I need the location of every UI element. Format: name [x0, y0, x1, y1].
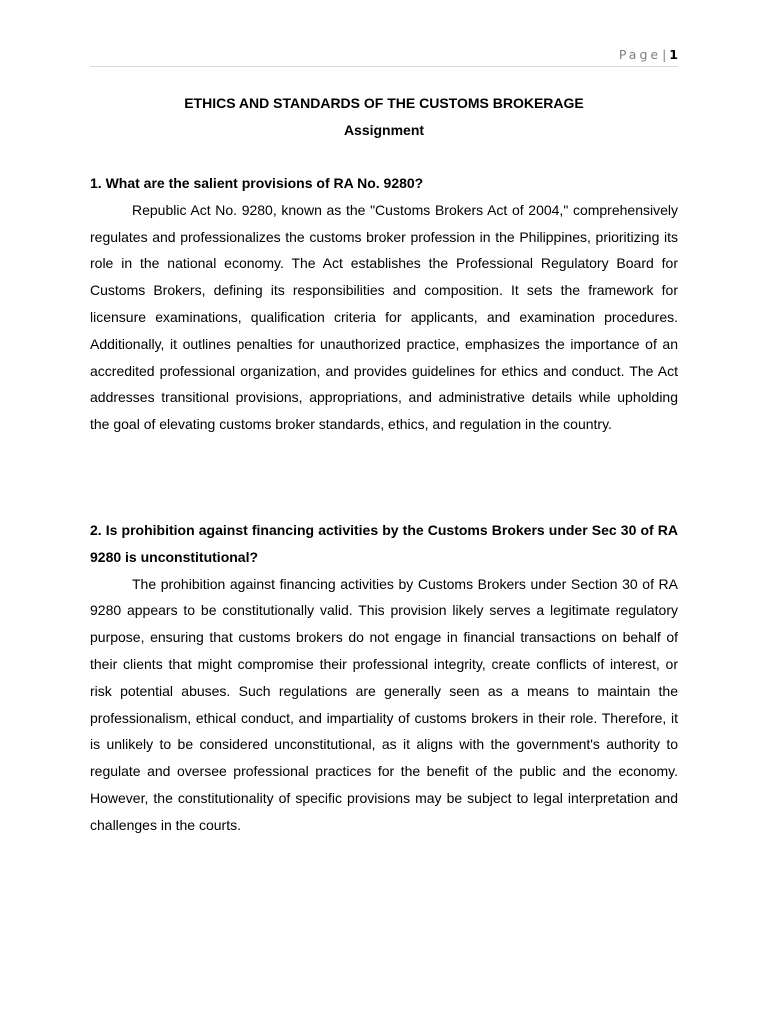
question-section-2 [90, 517, 678, 839]
document-title: ETHICS AND STANDARDS OF THE CUSTOMS BROKERAGE [184, 95, 584, 111]
answer-paragraph: The prohibition against financing activities by Customs Brokers under Section 30 of RA 9280 appears to be constitutionally valid. This provision likely serves a legitimate regulatory purpose, ensuring that customs brokers do not engage in financial transactions on behalf of their clients that might compromise their professional integrity, create conflicts of interest, or risk potential abuses. Such regulations are generally seen as a means to maintain the professionalism, ethical conduct, and impartiality of customs brokers in their role. Therefore, it is unlikely to be considered unconstitutional, as it aligns with the government's authority to regulate and oversee professional practices for the benefit of the public and the economy. However, the constitutionality of specific provisions may be subject to legal interpretation and challenges in the courts. [90, 575, 678, 833]
answer-paragraph: Republic Act No. 9280, known as the "Customs Brokers Act of 2004," comprehensively regulates and professionalizes the customs broker profession in the Philippines, prioritizing its role in the national economy. The Act establishes the Professional Regulatory Board for Customs Brokers, defining its responsibilities and composition. It sets the framework for licensure examinations, qualification criteria for applicants, and examination procedures. Additionally, it outlines penalties for unauthorized practice, emphasizes the importance of an accredited professional organization, and provides guidelines for ethics and conduct. The Act addresses transitional provisions, appropriations, and administrative details while upholding the goal of elevating customs broker standards, ethics, and regulation in the country. [90, 201, 678, 433]
question-section-1 [90, 170, 678, 438]
page-separator: | [662, 47, 667, 62]
page-number: 1 [669, 47, 678, 62]
question-heading: 1. What are the salient provisions of RA No. 9280? [90, 175, 424, 191]
document-subtitle: Assignment [343, 122, 425, 138]
page-word: Page [618, 47, 662, 62]
page-number-label [619, 47, 678, 62]
question-heading: 2. Is prohibition against financing activities by the Customs Brokers under Sec 30 of RA 9280 is unconstitutional? [90, 522, 678, 565]
page-header [90, 46, 678, 67]
